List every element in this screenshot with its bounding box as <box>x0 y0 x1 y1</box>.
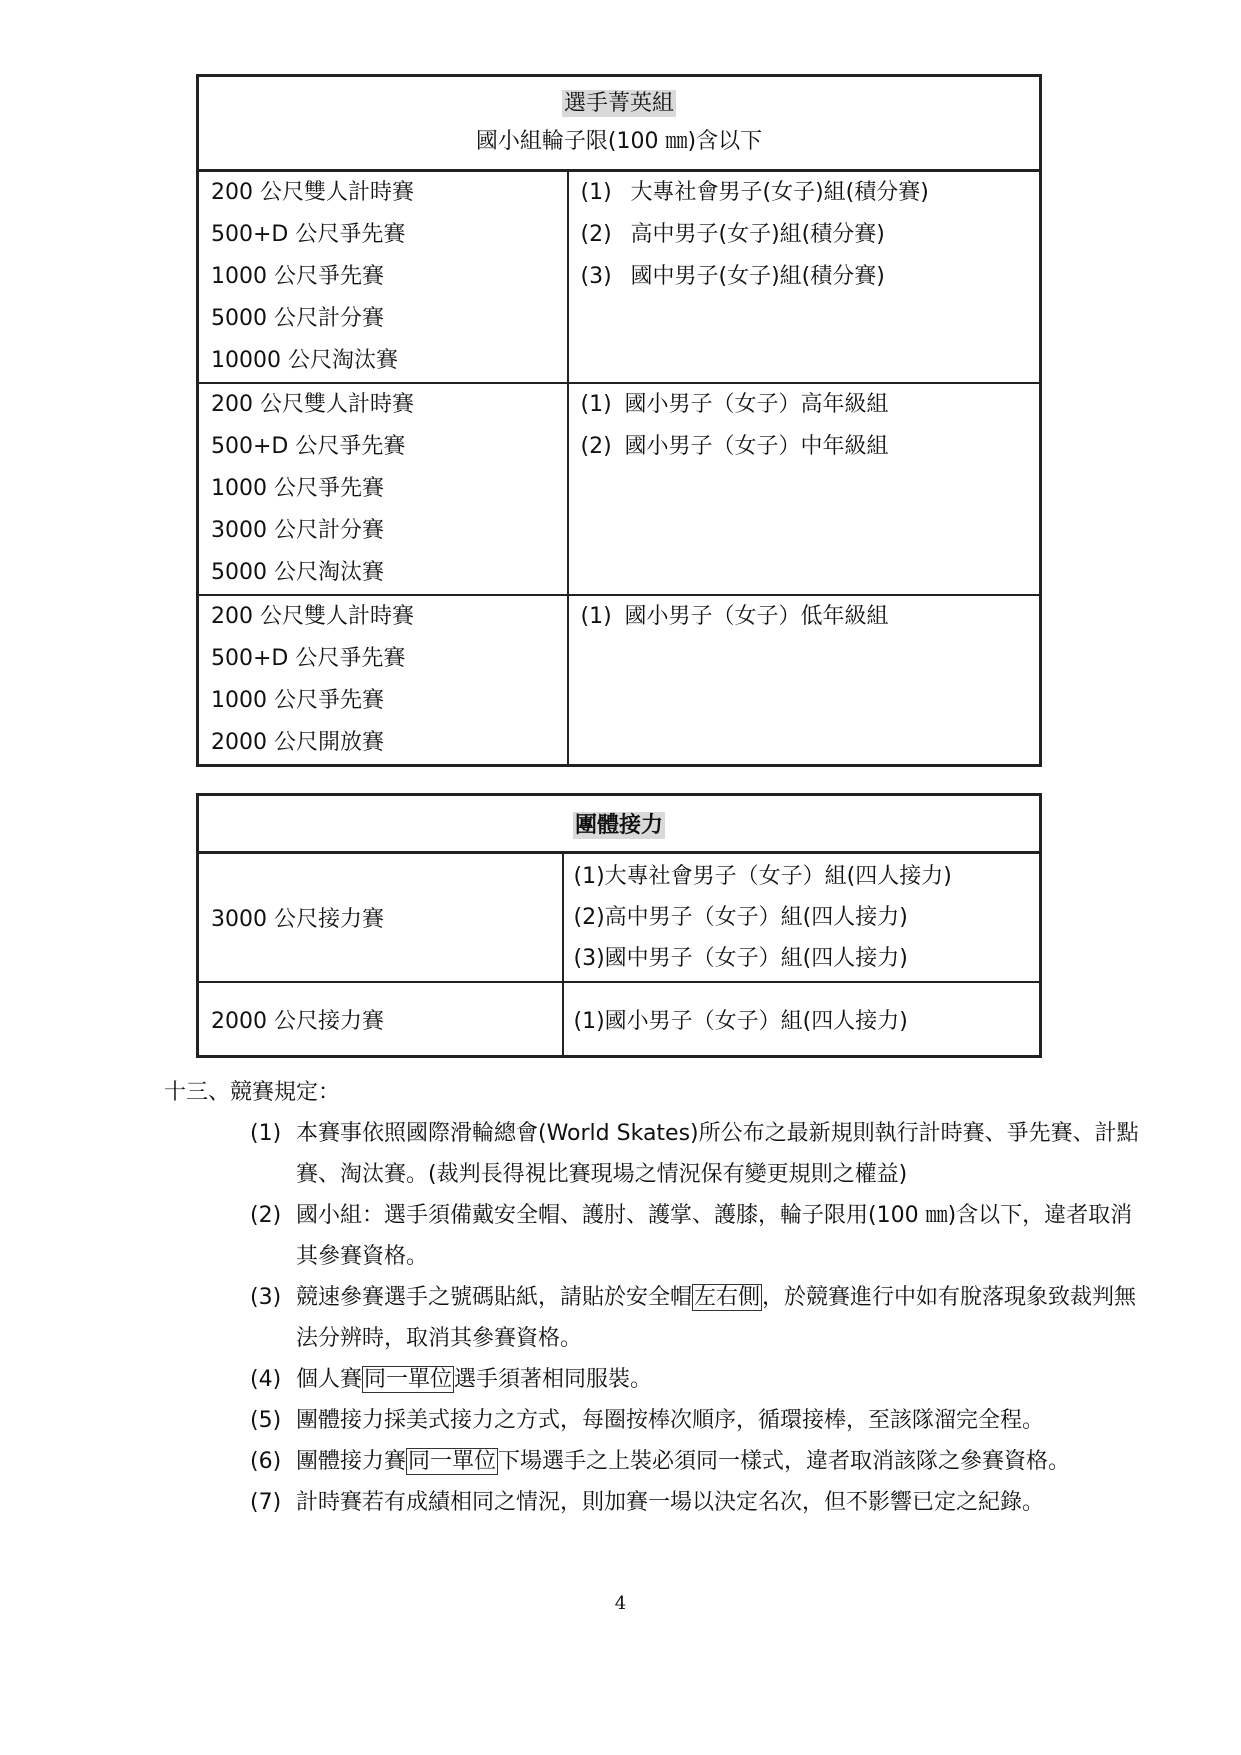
list-item <box>250 1113 1150 1195</box>
table-row <box>198 171 1041 384</box>
rule-number: (7) <box>250 1490 282 1515</box>
rule-text-post: 下場選手之上裝必須同一樣式，違者取消該隊之參賽資格。 <box>498 1449 1071 1474</box>
relay-event: 3000 公尺接力賽 <box>211 907 384 932</box>
rule-number: (5) <box>250 1408 282 1433</box>
list-item <box>250 1277 1150 1359</box>
event-item: 1000 公尺爭先賽 <box>211 264 384 289</box>
relay-header-cell <box>198 795 1041 853</box>
event-item: 3000 公尺計分賽 <box>211 518 384 543</box>
elite-header-cell <box>198 76 1041 171</box>
elite-group-table <box>196 74 1042 767</box>
event-item: 500+D 公尺爭先賽 <box>211 222 406 247</box>
list-item <box>250 1482 1150 1523</box>
rule-text-pre: 團體接力賽 <box>296 1449 407 1474</box>
event-item: 10000 公尺淘汰賽 <box>211 348 398 373</box>
division-item: (1) 國小男子（女子）低年級組 <box>580 604 889 629</box>
event-item: 1000 公尺爭先賽 <box>211 688 384 713</box>
divisions-cell <box>568 595 1041 766</box>
events-cell <box>198 171 568 384</box>
rule-text: 團體接力採美式接力之方式，每圈按棒次順序，循環接棒，至該隊溜完全程。 <box>296 1408 1045 1433</box>
events-cell <box>198 383 568 595</box>
events-cell <box>198 595 568 766</box>
relay-divisions-cell <box>563 853 1041 983</box>
table-row <box>198 853 1041 983</box>
list-item <box>250 1441 1150 1482</box>
relay-division: (1)大專社會男子（女子）組(四人接力) <box>573 864 952 889</box>
rule-number: (3) <box>250 1285 282 1310</box>
event-item: 5000 公尺淘汰賽 <box>211 560 384 585</box>
relay-event-cell <box>198 982 563 1057</box>
table2-title: 團體接力 <box>575 813 664 838</box>
event-item: 200 公尺雙人計時賽 <box>211 604 414 629</box>
divisions-cell <box>568 383 1041 595</box>
rule-text: 國小組：選手須備戴安全帽、護肘、護掌、護膝，輪子限用(100 ㎜)含以下，違者取消其參賽資格。 <box>296 1203 1133 1269</box>
event-item: 2000 公尺開放賽 <box>211 730 384 755</box>
table-row <box>198 383 1041 595</box>
rule-text-pre: 競速參賽選手之號碼貼紙，請貼於安全帽 <box>296 1285 693 1310</box>
relay-divisions-cell <box>563 982 1041 1057</box>
rule-text-post: ，於競賽進行中如有脫落現象致裁判無法分辨時，取消其參賽資格。 <box>296 1285 1137 1351</box>
event-item: 1000 公尺爭先賽 <box>211 476 384 501</box>
rule-number: (1) <box>250 1121 282 1146</box>
relay-event: 2000 公尺接力賽 <box>211 1008 384 1034</box>
table1-subtitle: 國小組輪子限(100 ㎜)含以下 <box>475 129 763 154</box>
rule-number: (2) <box>250 1203 282 1228</box>
rule-text: 計時賽若有成績相同之情況，則加賽一場以決定名次，但不影響已定之紀錄。 <box>296 1490 1045 1515</box>
division-item: (1) 國小男子（女子）高年級組 <box>580 392 889 417</box>
boxed-emphasis: 左右側 <box>694 1285 761 1310</box>
rule-text-post: 選手須著相同服裝。 <box>454 1367 653 1392</box>
relay-division: (3)國中男子（女子）組(四人接力) <box>573 946 908 971</box>
divisions-cell <box>568 171 1041 384</box>
list-item <box>250 1400 1150 1441</box>
event-item: 500+D 公尺爭先賽 <box>211 434 406 459</box>
division-item: (2) 高中男子(女子)組(積分賽) <box>580 222 885 247</box>
division-item: (3) 國中男子(女子)組(積分賽) <box>580 264 885 289</box>
rule-text-pre: 個人賽 <box>296 1367 363 1392</box>
event-item: 5000 公尺計分賽 <box>211 306 384 331</box>
rule-text: 本賽事依照國際滑輪總會(World Skates)所公布之最新規則執行計時賽、爭先賽、計點賽、淘汰賽。(裁判長得視比賽現場之情況保有變更規則之權益) <box>296 1121 1139 1187</box>
section-heading: 十三、競賽規定： <box>164 1080 341 1105</box>
relay-division: (1)國小男子（女子）組(四人接力) <box>573 1008 908 1034</box>
event-item: 200 公尺雙人計時賽 <box>211 180 414 205</box>
boxed-emphasis: 同一單位 <box>408 1449 497 1474</box>
relay-division: (2)高中男子（女子）組(四人接力) <box>573 905 908 930</box>
rule-number: (6) <box>250 1449 282 1474</box>
table-row <box>198 982 1041 1057</box>
event-item: 500+D 公尺爭先賽 <box>211 646 406 671</box>
page-number: 4 <box>614 1593 627 1614</box>
table-row <box>198 595 1041 766</box>
rules-list <box>250 1113 1150 1523</box>
event-item: 200 公尺雙人計時賽 <box>211 392 414 417</box>
relay-event-cell <box>198 853 563 983</box>
list-item <box>250 1359 1150 1400</box>
list-item <box>250 1195 1150 1277</box>
boxed-emphasis: 同一單位 <box>364 1367 453 1392</box>
table1-title: 選手菁英組 <box>563 91 674 116</box>
rule-number: (4) <box>250 1367 282 1392</box>
division-item: (1) 大專社會男子(女子)組(積分賽) <box>580 180 929 205</box>
team-relay-table <box>196 793 1042 1058</box>
division-item: (2) 國小男子（女子）中年級組 <box>580 434 889 459</box>
